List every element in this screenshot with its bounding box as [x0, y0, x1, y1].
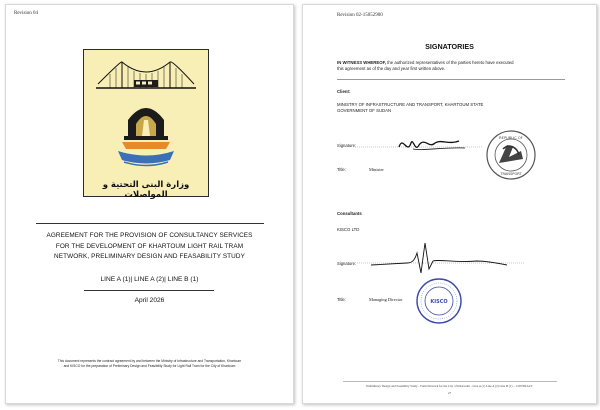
- ministry-logo: [83, 49, 209, 200]
- footnote-line-2: and KISCO for the preparation of Preliminary Design and Feasibility Study for Light Rail Tram for the City of Khartoum: [63, 363, 236, 368]
- consultant-signature-icon: [357, 239, 527, 279]
- client-title-label: Title:: [337, 167, 346, 172]
- client-signature-label: Signature:: [337, 143, 357, 148]
- agreement-title-line-1: AGREEMENT FOR THE PROVISION OF CONSULTANCY SERVICES: [46, 232, 253, 239]
- witness-bold: IN WITNESS WHEREOF,: [337, 60, 386, 65]
- witness-rule: [337, 79, 565, 80]
- witness-line-2: this agreement as of the day and year first written above.: [337, 66, 446, 71]
- ministry-emblem-icon: [84, 50, 208, 178]
- agreement-title-line-3: NETWORK, PRELIMINARY DESIGN AND FEASABILITY STUDY: [54, 253, 245, 260]
- client-name: [337, 102, 577, 114]
- client-official-stamp-icon: [485, 129, 537, 181]
- signatories-heading: SIGNATORIES: [425, 42, 474, 51]
- tram-lines: LINE A (1)| LINE A (2)| LINE B (1): [100, 276, 199, 283]
- consultant-stamp-text: KISCO: [430, 299, 448, 305]
- agreement-title-line-2: FOR THE DEVELOPMENT OF KHARTOUM LIGHT RAIL TRAM: [55, 242, 244, 250]
- agreement-title: [14, 231, 285, 263]
- cover-page: [5, 4, 294, 404]
- page-number: 27: [447, 391, 452, 395]
- client-name-line-1: MINISTRY OF INFRASTRUCTURE AND TRANSPORT, KHARTOUM STATE: [337, 102, 484, 107]
- witness-line-1: the authorized representatives of the parties hereto have executed: [385, 60, 514, 65]
- consultants-label: Consultants: [337, 211, 362, 216]
- signatories-page: [302, 4, 597, 404]
- ministry-arabic-name: وزارة البنى التحتية و المواصلات: [102, 180, 190, 200]
- client-stamp-text: REPUBLIC OF: [499, 136, 523, 140]
- cover-revision: Revision 04: [14, 11, 39, 16]
- client-label: Client:: [337, 89, 351, 94]
- title-rule-top: [36, 223, 264, 224]
- client-stamp-text-2: TRANSPORT: [500, 172, 522, 176]
- client-title-value: Minister: [369, 167, 384, 172]
- witness-clause: [337, 60, 577, 72]
- cover-date: April 2026: [134, 297, 165, 304]
- footer-rule: [343, 381, 557, 382]
- consultant-name: KISCO LTD: [337, 227, 360, 232]
- client-name-line-2: GOVERNMENT OF SUDAN: [337, 108, 392, 113]
- footnote-line-1: This document represents the contract agreement by and between the Ministry of Infrastructure and Transportation, Khartoum: [57, 359, 242, 363]
- client-signature-icon: [355, 131, 485, 159]
- lines-rule: [84, 290, 214, 291]
- signatories-revision: Revision 02-15052900: [337, 13, 383, 18]
- consultant-title-value: Managing Director: [369, 297, 403, 302]
- consultant-title-label: Title:: [337, 297, 346, 302]
- consultant-company-stamp-icon: [415, 277, 463, 325]
- page-footer: Preliminary Design and Feasibility Study - Tram Network for the City of Khartoum - Line A (1) Line A (2) Line B (1) -- CONTRACT: [366, 384, 533, 388]
- consultant-signature-label: Signature:: [337, 261, 357, 266]
- cover-footnote: [20, 359, 279, 368]
